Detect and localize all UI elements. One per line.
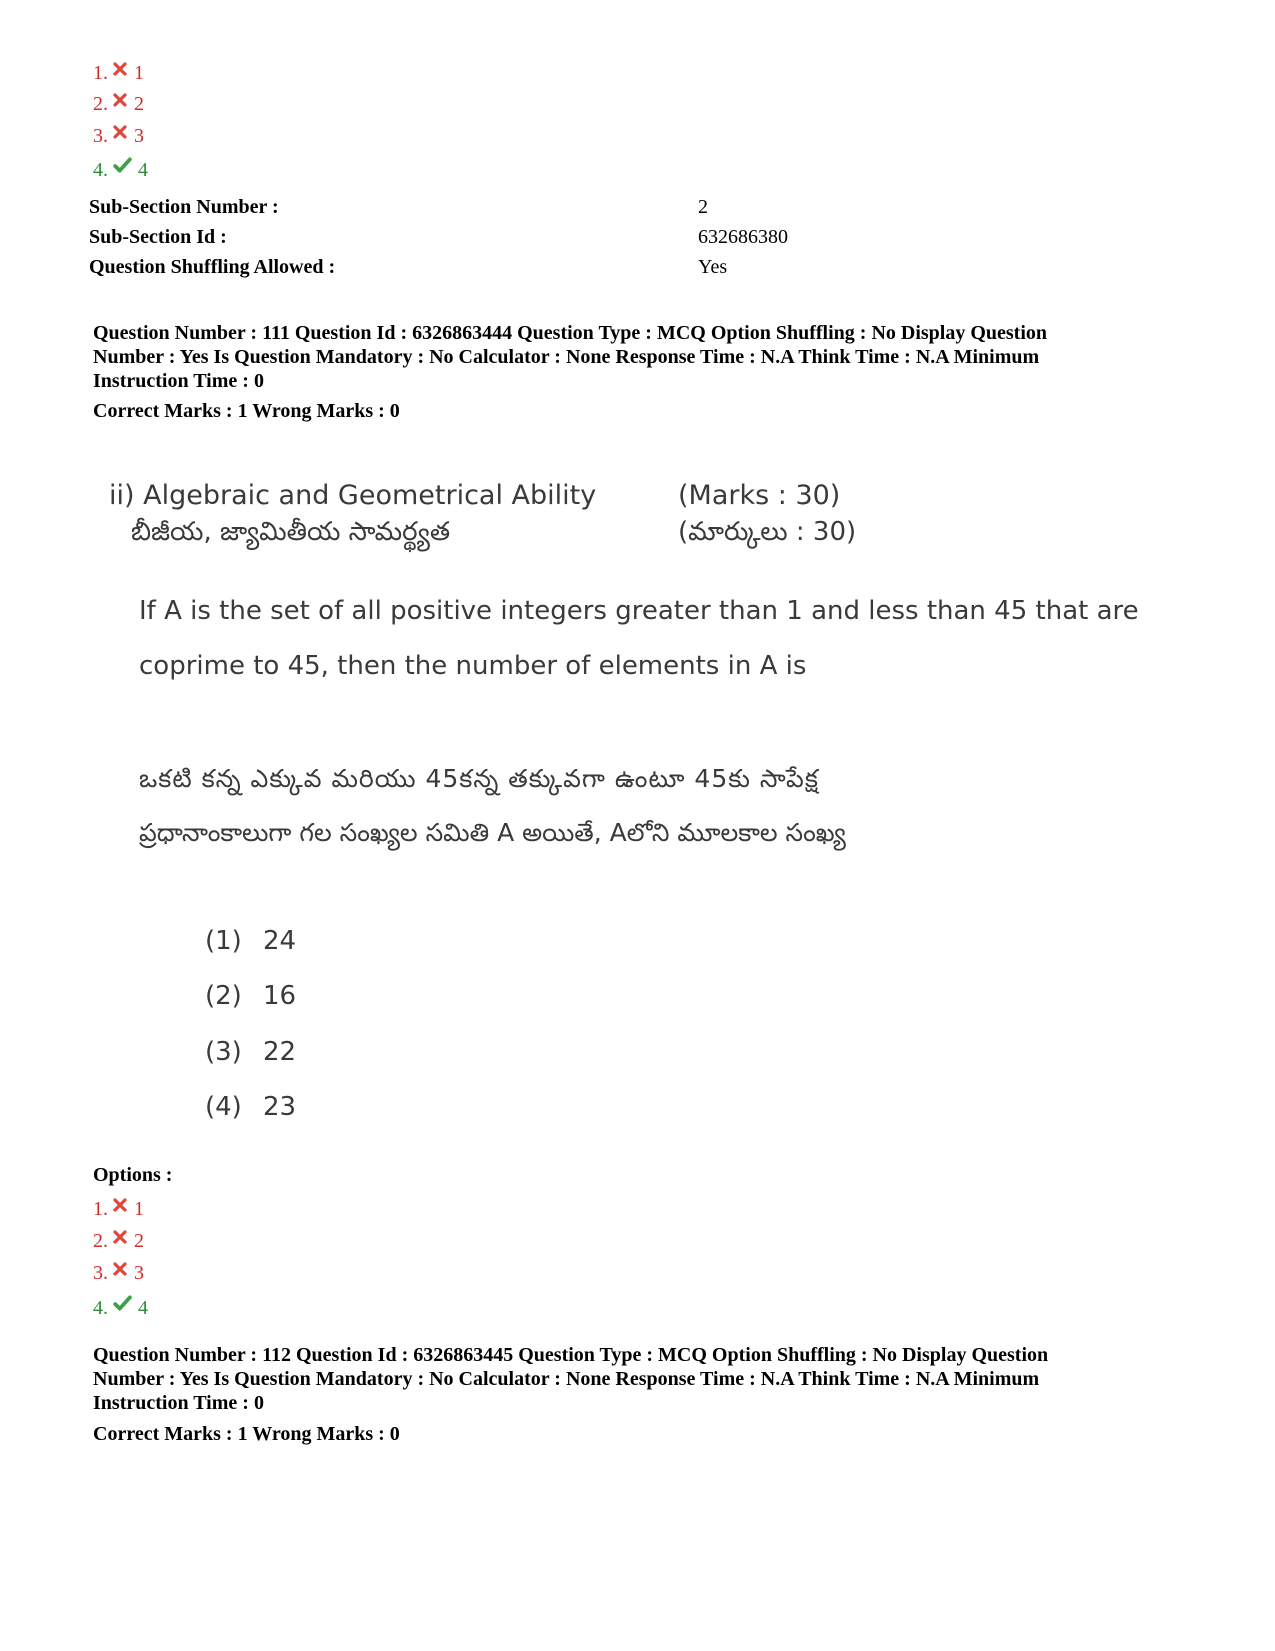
cross-icon (112, 1197, 128, 1213)
question-stem-en-line: coprime to 45, then the number of elements in A is (139, 651, 807, 681)
option-item (93, 92, 144, 116)
check-icon (112, 156, 132, 174)
option-item (93, 61, 144, 85)
option-number: 1. (93, 1198, 108, 1220)
option-number: 3. (93, 125, 108, 147)
option-item (93, 1197, 144, 1221)
question-header-line: Question Number : 112 Question Id : 6326863445 Question Type : MCQ Option Shuffling : No Display Question (93, 1344, 1049, 1366)
option-value: 2 (134, 1230, 144, 1252)
cross-icon (112, 1229, 128, 1245)
cross-icon (112, 1261, 128, 1277)
question-111-marks: Correct Marks : 1 Wrong Marks : 0 (93, 400, 400, 422)
question-stem-en-line: If A is the set of all positive integers greater than 1 and less than 45 that are (139, 596, 1139, 626)
section-title-en: ii) Algebraic and Geometrical Ability (109, 480, 597, 511)
question-header-line: Number : Yes Is Question Mandatory : No Calculator : None Response Time : N.A Think Time : N.A Minimum (93, 1368, 1040, 1390)
question-stem-te-line: ఒకటి కన్న ఎక్కువ మరియు 45కన్న తక్కువగా ఉంటూ 45కు సాపేక్ష (139, 764, 819, 793)
option-value: 4 (138, 1297, 148, 1319)
question-shuffling-value: Yes (698, 256, 728, 278)
cross-icon (112, 61, 128, 77)
question-112-header (93, 1343, 1193, 1415)
option-number: 4. (93, 159, 108, 181)
option-number: 1. (93, 62, 108, 84)
answer-choice-value: 24 (263, 926, 297, 956)
question-stem-te-line: ప్రధానాంకాలుగా గల సంఖ్యల సమితి A అయితే, Aలోని మూలకాల సంఖ్య (139, 818, 846, 847)
section-marks-te: (మార్కులు : 30) (678, 517, 857, 547)
option-item (93, 1294, 148, 1320)
option-value: 3 (134, 1262, 144, 1284)
question-header-line: Question Number : 111 Question Id : 6326863444 Question Type : MCQ Option Shuffling : No Display Question (93, 322, 1048, 344)
subsection-number-value: 2 (698, 196, 708, 218)
answer-choice (205, 1092, 296, 1122)
question-header-line: Number : Yes Is Question Mandatory : No Calculator : None Response Time : N.A Think Time : N.A Minimum (93, 346, 1040, 368)
option-item (93, 124, 144, 148)
option-number: 4. (93, 1297, 108, 1319)
check-icon (112, 1294, 132, 1312)
answer-choice-label: (3) (205, 1037, 242, 1067)
cross-icon (112, 92, 128, 108)
question-header-line: Instruction Time : 0 (93, 1392, 264, 1414)
option-value: 3 (134, 125, 144, 147)
option-item (93, 1261, 144, 1285)
option-value: 1 (134, 1198, 144, 1220)
answer-choice-value: 23 (263, 1092, 297, 1122)
option-value: 1 (134, 62, 144, 84)
question-112-marks: Correct Marks : 1 Wrong Marks : 0 (93, 1423, 400, 1445)
section-marks-en: (Marks : 30) (678, 480, 841, 511)
subsection-id-label: Sub-Section Id : (89, 226, 227, 248)
question-111-header (93, 321, 1193, 393)
option-item (93, 1229, 144, 1253)
option-item (93, 156, 148, 182)
answer-choice-label: (4) (205, 1092, 242, 1122)
options-label: Options : (93, 1164, 173, 1186)
answer-choice (205, 981, 296, 1011)
question-shuffling-label: Question Shuffling Allowed : (89, 256, 336, 278)
option-number: 2. (93, 1230, 108, 1252)
section-title-te: బీజీయ, జ్యామితీయ సామర్థ్యత (131, 517, 451, 547)
answer-choice-label: (2) (205, 981, 242, 1011)
subsection-number-label: Sub-Section Number : (89, 196, 279, 218)
option-value: 2 (134, 93, 144, 115)
question-header-line: Instruction Time : 0 (93, 370, 264, 392)
cross-icon (112, 124, 128, 140)
answer-choice (205, 1037, 296, 1067)
answer-choice-value: 16 (263, 981, 297, 1011)
answer-choice-value: 22 (263, 1037, 297, 1067)
answer-choice (205, 926, 296, 956)
option-value: 4 (138, 159, 148, 181)
subsection-id-value: 632686380 (698, 226, 788, 248)
answer-choice-label: (1) (205, 926, 242, 956)
option-number: 2. (93, 93, 108, 115)
option-number: 3. (93, 1262, 108, 1284)
